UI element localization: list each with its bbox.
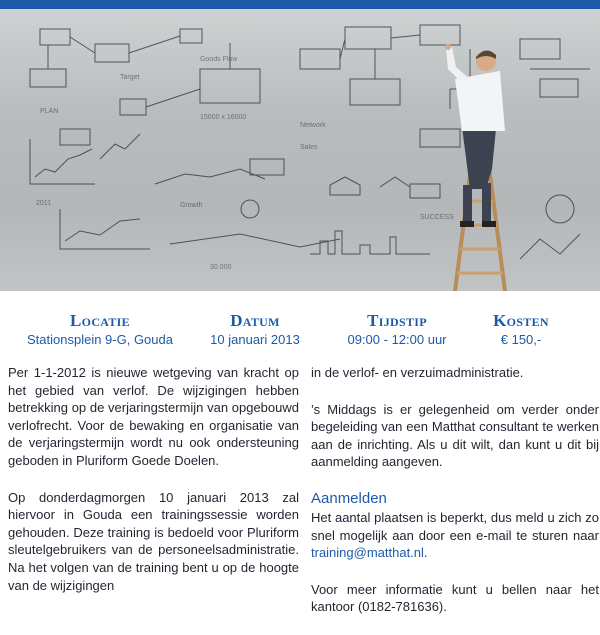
paragraph-continuation: in de verlof- en verzuimadministratie. [311,365,524,380]
svg-text:2011: 2011 [36,200,52,207]
info-time-title: Tijdstip [367,311,427,330]
paragraph-training: Op donderdagmorgen 10 januari 2013 zal hiervoor in Gouda een trainingssessie worden gehouden. Deze training is bedoeld voor Pluriform sleutelgebruikers van de personeelsadministratie. Na het volgen van de training bent u op de hoogte van de wijzigingen [8,489,299,593]
info-date-title: Datum [230,311,280,330]
whiteboard-sketch-illustration [0,9,600,291]
info-cost [466,312,576,348]
info-time-value: 09:00 - 12:00 uur [347,332,447,347]
paragraph-afternoon: ’s Middags is er gelegenheid om verder onder begeleiding van een Matthat consultant te werken aan de inrichting. Als u dit wilt, dan kunt u dit bij aanmelding aangeven. [311,401,599,470]
email-link[interactable]: training@matthat.nl [311,545,424,561]
svg-text:Network: Network [300,122,326,129]
svg-text:PLAN: PLAN [40,108,59,115]
info-cost-title: Kosten [493,311,549,330]
svg-text:SUCCESS: SUCCESS [420,214,454,221]
info-date-value: 10 januari 2013 [210,332,300,347]
event-info-row [0,312,600,352]
paragraph-signup [311,509,599,562]
info-cost-value: € 150,- [500,332,542,347]
hero-image [0,9,600,291]
header-bar [0,0,600,9]
info-location-value: Stationsplein 9-G, Gouda [27,332,173,347]
signup-text-end: . [423,545,428,561]
info-time [322,312,472,348]
signup-text: Het aantal plaatsen is beperkt, dus meld u zich zo snel mogelijk aan door een e-mail te sturen naar [311,509,599,543]
svg-text:30.000: 30.000 [210,264,232,271]
body-left-column [8,364,299,613]
svg-text:15000 x 16000: 15000 x 16000 [200,114,247,121]
body-right-column [311,364,599,635]
svg-text:Goods Flow: Goods Flow [200,56,238,63]
svg-text:Growth: Growth [180,202,203,209]
info-date [180,312,330,348]
info-location-title: Locatie [70,311,130,330]
paragraph-legislation: Per 1-1-2012 is nieuwe wetgeving van kracht op het gebied van verlof. De wijzigingen hebben betrekking op de verjaringstermijn van opgebouwd verlofrecht. Voor de bewaking en organisatie van de verjaringstermijn wordt nu ook ondersteuning geboden in Pluriform Goede Doelen. [8,365,299,468]
info-location [10,312,190,348]
svg-text:Target: Target [120,74,140,81]
paragraph-contact: Voor meer informatie kunt u bellen naar het kantoor (0182-781636). [311,581,599,615]
signup-heading: Aanmelden [311,489,387,507]
svg-text:Sales: Sales [300,144,318,151]
